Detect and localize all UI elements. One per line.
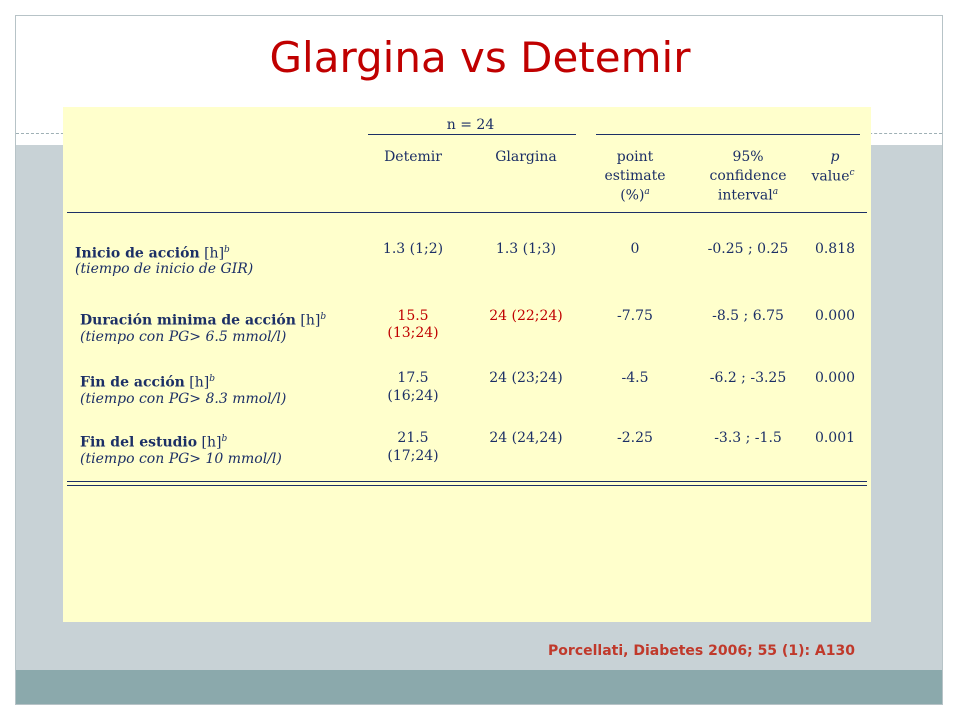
cell-detemir: 1.3 (1;2)	[382, 241, 444, 257]
slide-title: Glargina vs Detemir	[269, 33, 691, 82]
cell-glargina: 24 (22;24)	[489, 308, 563, 324]
cell-glargina: 24 (23;24)	[489, 370, 563, 386]
cell-detemir-range: (17;24)	[387, 448, 439, 464]
citation: Porcellati, Diabetes 2006; 55 (1): A130	[548, 643, 855, 659]
row-label-duracion: Duración minima de acción $[h]^b$	[80, 312, 327, 329]
col-header-glargina: Glargina	[495, 149, 557, 165]
row-label-fin-accion: Fin de acción $[h]^b$	[80, 374, 215, 391]
col-header-p-1: p	[830, 149, 840, 165]
stats-header-rule	[596, 134, 860, 135]
col-header-point-1: point	[616, 149, 654, 165]
cell-p-value: 0.001	[814, 430, 856, 446]
col-header-ci-3: interval$^a$	[717, 187, 779, 204]
cell-detemir: 21.5	[397, 430, 429, 446]
cell-detemir: 17.5	[397, 370, 429, 386]
cell-detemir-range: (13;24)	[387, 325, 439, 341]
cell-p-value: 0.000	[814, 308, 856, 324]
col-header-ci-1: 95%	[732, 149, 764, 165]
footer-rule-top	[67, 481, 867, 482]
footer-bar	[16, 670, 942, 704]
group-header-rule	[368, 134, 576, 135]
col-header-p-2: value$^c$	[811, 168, 855, 185]
cell-point-estimate: -2.25	[617, 430, 653, 446]
row-sublabel-fin-estudio: (tiempo con PG> 10 mmol/l)	[80, 451, 282, 467]
cell-confidence-interval: -6.2 ; -3.25	[709, 370, 787, 386]
cell-point-estimate: 0	[630, 241, 640, 257]
col-header-point-2: estimate	[604, 168, 666, 184]
col-header-ci-2: confidence	[709, 168, 787, 184]
results-table	[63, 107, 871, 622]
row-sublabel-fin-accion: (tiempo con PG> 8.3 mmol/l)	[80, 391, 287, 407]
row-sublabel-inicio: (tiempo de inicio de GIR)	[75, 261, 254, 277]
cell-confidence-interval: -0.25 ; 0.25	[707, 241, 789, 257]
cell-confidence-interval: -3.3 ; -1.5	[714, 430, 782, 446]
cell-p-value: 0.000	[814, 370, 856, 386]
group-header: n = 24	[446, 117, 495, 133]
footer-rule-bottom	[67, 485, 867, 486]
cell-detemir-range: (16;24)	[387, 388, 439, 404]
row-label-inicio: Inicio de acción $[h]^b$	[75, 245, 230, 262]
cell-glargina: 1.3 (1;3)	[495, 241, 557, 257]
row-label-fin-estudio: Fin del estudio $[h]^b$	[80, 434, 228, 451]
header-rule	[67, 212, 867, 213]
cell-confidence-interval: -8.5 ; 6.75	[712, 308, 784, 324]
cell-glargina: 24 (24,24)	[489, 430, 563, 446]
col-header-point-3: (%)$^a$	[620, 187, 650, 204]
cell-point-estimate: -4.5	[621, 370, 649, 386]
col-header-detemir: Detemir	[384, 149, 442, 165]
cell-point-estimate: -7.75	[617, 308, 653, 324]
cell-detemir: 15.5	[397, 308, 429, 324]
row-sublabel-duracion: (tiempo con PG> 6.5 mmol/l)	[80, 329, 287, 345]
cell-p-value: 0.818	[814, 241, 856, 257]
